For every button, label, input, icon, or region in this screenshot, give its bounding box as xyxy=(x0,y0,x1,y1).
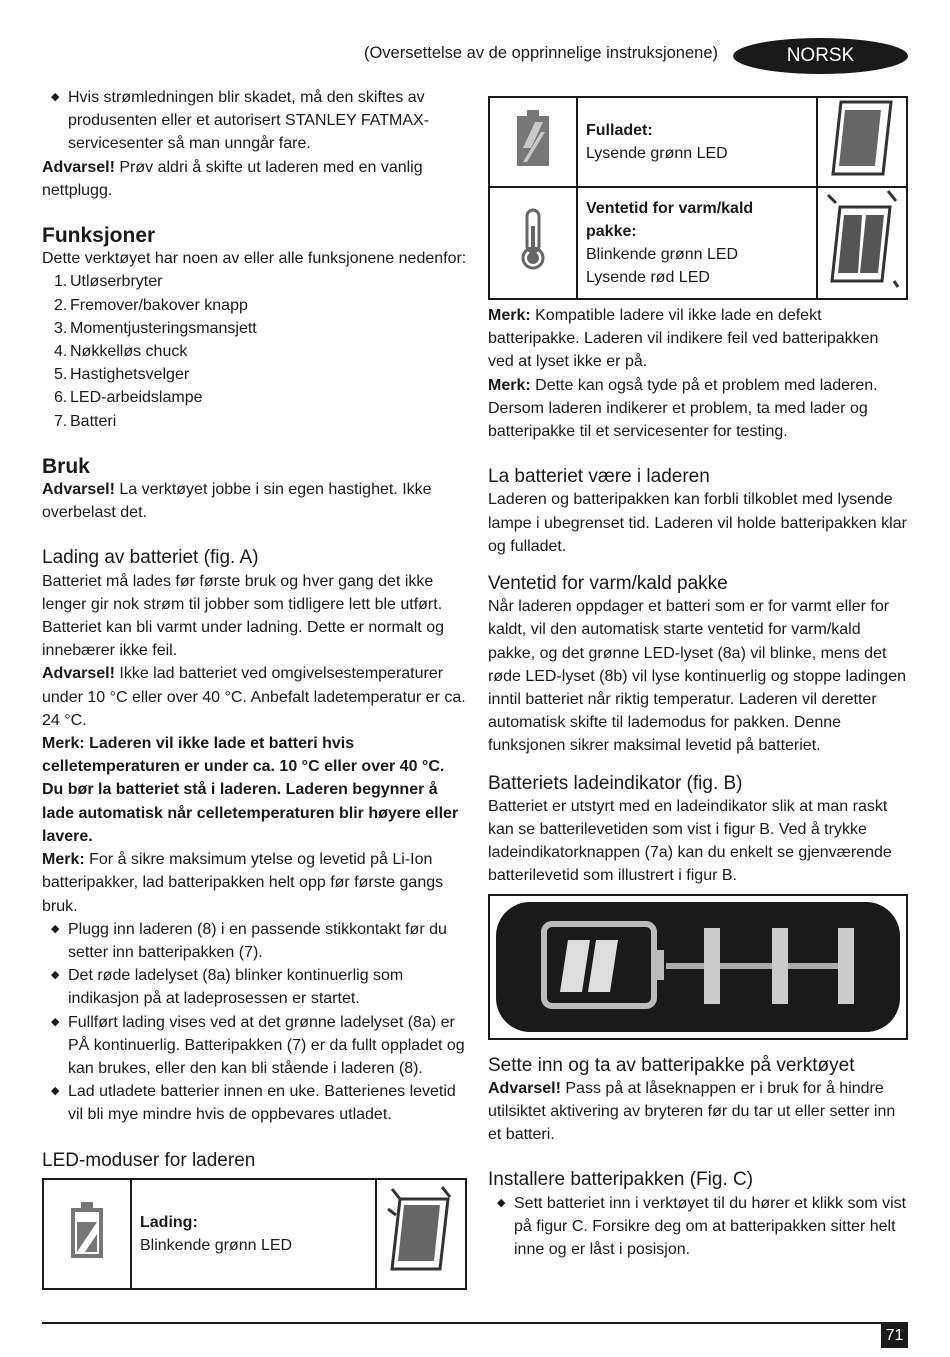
warning-text: Ikke lad batteriet ved omgivelsestemperaturer under 10 °C eller over 40 °C. Anbefalt ladetemperatur er ca. 24 °C. xyxy=(42,665,466,729)
feature-label: Utløserbryter xyxy=(70,273,163,291)
feature-number: 1. xyxy=(54,273,68,291)
warning-label: Advarsel! xyxy=(488,1079,561,1097)
section-title-led-modes: LED-moduser for laderen xyxy=(42,1149,256,1171)
charging-warning xyxy=(42,662,467,732)
charging-paragraph: Batteriet må lades før første bruk og hver gang det ikke lenger gir nok strøm til jobber som tidligere lett ble utført. Batteriet kan bli varmt under ladning. Dette er normalt og innebærer ikke feil. xyxy=(42,572,444,660)
warning-label: Advarsel! xyxy=(42,158,115,176)
led-mode-label: Ventetid for varm/kald pakke: xyxy=(586,199,754,240)
feature-label: LED-arbeidslampe xyxy=(70,389,203,407)
led-description xyxy=(577,187,817,299)
feature-item xyxy=(54,317,467,340)
warning-text: Pass på at låseknappen er i bruk for å hindre utilsiktet aktivering av bryteren før du tar ut eller setter inn et batteri. xyxy=(488,1079,896,1144)
right-column xyxy=(488,96,908,1261)
note-label: Merk: xyxy=(488,376,531,394)
list-item: ◆ Hvis strømledningen blir skadet, må den skiftes av produsenten eller et autorisert STANLEY FATMAX-servicesenter så man unngår fare. xyxy=(42,86,467,156)
features-list xyxy=(42,270,467,432)
list-item: ◆ Plugg inn laderen (8) i en passende stikkontakt før du setter inn batteripakken (7). xyxy=(42,918,467,964)
indicator-text: Batteriet er utstyrt med en ladeindikator slik at man raskt kan se batterilevetiden som vist i figur B. Ved å trykke ladeindikatorknappen (7a) kan du enkelt se gjenværende batterilevetid som illustrert i figur B. xyxy=(488,797,892,885)
section-title-use: Bruk xyxy=(42,454,90,478)
list-item: ◆ Sett batteriet inn i verktøyet til du hører et klikk som vist på figur C. Forsikre deg om at batteripakken sitter helt inne og er låst i posisjon. xyxy=(488,1192,908,1262)
section-title-indicator: Batteriets ladeindikator (fig. B) xyxy=(488,772,743,794)
feature-number: 6. xyxy=(54,389,68,407)
feature-label: Hastighetsvelger xyxy=(70,366,190,384)
charging-note-bold xyxy=(42,732,467,848)
section-title-charging: Lading av batteriet (fig. A) xyxy=(42,547,259,569)
footer-rule xyxy=(42,1322,908,1324)
note-text: For å sikre maksimum ytelse og levetid på Li-Ion batteripakker, lad batteripakken helt opp før første gangs bruk. xyxy=(42,851,444,915)
blinking-led-icon xyxy=(376,1179,466,1289)
feature-item xyxy=(54,294,467,317)
note-paragraph xyxy=(488,374,908,444)
feature-label: Fremover/bakover knapp xyxy=(70,296,248,314)
note-label: Merk: xyxy=(42,851,85,869)
led-mode-label: Fulladet: xyxy=(586,121,653,139)
note-text: Dette kan også tyde på et problem med laderen. Dersom laderen indikerer et problem, ta med lader og batteripakke til et servicesenter for testing. xyxy=(488,376,878,441)
solid-led-icon xyxy=(817,97,907,187)
note-label: Merk: xyxy=(488,307,531,324)
note-text: Kompatible ladere vil ikke lade en defekt batteripakke. Laderen vil indikere feil ved batteripakken ved at lyset ikke er på. xyxy=(488,307,879,371)
language-badge xyxy=(733,38,908,74)
warning-text: La verktøyet jobbe i sin egen hastighet. Ikke overbelast det. xyxy=(42,481,432,522)
feature-label: Batteri xyxy=(70,412,117,430)
note-text: Merk: Laderen vil ikke lade et batteri hvis celletemperaturen er under ca. 10 °C eller over 40 °C. Du bør la batteriet stå i laderen. Laderen begynner å lade automatisk når celletemperaturen blir høyere eller lavere. xyxy=(42,735,459,845)
led-description xyxy=(577,97,817,187)
delay-text: Når laderen oppdager et batteri som er for varmt eller for kaldt, vil den automatisk starte ventetid for varm/kald pakke, og det grønne LED-lyset (8a) vil blinke, mens det røde LED-lyset (8b) vil lyse kontinuerlig og stoppe ladingen inntil batteriet når riktig temperatur. Laderen vil deretter automatisk skifte til lademodus for pakken. Denne funksjonen sikrer maksimal levetid på batteriet. xyxy=(488,598,906,755)
warning-label: Advarsel! xyxy=(42,665,115,683)
feature-item xyxy=(54,386,467,409)
led-mode-desc: Blinkende grønn LED xyxy=(586,246,739,263)
led-mode-label: Lading: xyxy=(140,1213,198,1231)
warning-paragraph xyxy=(42,156,467,202)
battery-charging-icon xyxy=(43,1179,131,1289)
warning-text: Prøv aldri å skifte ut laderen med en vanlig nettplugg. xyxy=(42,158,423,199)
section-title-insert: Sette inn og ta av batteripakke på verktøyet xyxy=(488,1054,855,1076)
feature-number: 4. xyxy=(54,343,68,361)
insert-warning xyxy=(488,1077,908,1147)
install-list xyxy=(488,1192,908,1262)
led-mode-desc: Blinkende grønn LED xyxy=(140,1236,293,1254)
led-table-right xyxy=(488,96,908,300)
list-item: ◆ Det røde ladelyset (8a) blinker kontinuerlig som indikasjon på at ladeprosessen er startet. xyxy=(42,964,467,1010)
charging-note xyxy=(42,848,467,918)
section-title-leave-battery: La batteriet være i laderen xyxy=(488,466,710,488)
battery-full-icon xyxy=(489,97,577,187)
section-title-install: Installere batteripakken (Fig. C) xyxy=(488,1169,754,1191)
header-subtitle: (Oversettelse av de opprinnelige instruksjonene) xyxy=(363,44,718,62)
feature-item xyxy=(54,270,467,293)
figure-b-charge-indicator xyxy=(488,894,908,1040)
feature-item xyxy=(54,340,467,363)
left-column xyxy=(42,86,467,1290)
section-title-delay: Ventetid for varm/kald pakke xyxy=(488,573,728,595)
language-label: NORSK xyxy=(786,45,855,66)
intro-list xyxy=(42,86,467,156)
led-mode-desc: Lysende rød LED xyxy=(586,269,710,287)
feature-label: Nøkkelløs chuck xyxy=(70,343,188,361)
note-paragraph xyxy=(488,304,908,374)
feature-label: Momentjusteringsmansjett xyxy=(70,319,257,337)
feature-number: 3. xyxy=(54,319,68,337)
led-description xyxy=(131,1179,376,1289)
leave-battery-text: Laderen og batteripakken kan forbli tilkoblet med lysende lampe i ubegrenset tid. Laderen vil holde batteripakken klar og fulladet. xyxy=(488,491,907,555)
feature-item xyxy=(54,410,467,433)
list-item: ◆ Fullført lading vises ved at det grønne ladelyset (8a) er PÅ kontinuerlig. Batteripakken (7) er da fullt oppladet og kan brukes, eller den kan bli stående i laderen (8). xyxy=(42,1011,467,1081)
led-table-left xyxy=(42,1178,467,1290)
feature-number: 2. xyxy=(54,296,68,314)
warning-label: Advarsel! xyxy=(42,481,115,499)
led-mode-desc: Lysende grønn LED xyxy=(586,145,728,162)
feature-item xyxy=(54,363,467,386)
thermometer-icon xyxy=(489,187,577,299)
use-warning xyxy=(42,478,467,524)
section-title-features: Funksjoner xyxy=(42,224,156,248)
feature-number: 7. xyxy=(54,412,68,430)
feature-number: 5. xyxy=(54,366,68,384)
charging-steps xyxy=(42,918,467,1127)
page-number: 71 xyxy=(881,1324,908,1348)
dual-blinking-led-icon xyxy=(817,187,907,299)
features-intro: Dette verktøyet har noen av eller alle funksjonene nedenfor: xyxy=(42,250,467,268)
list-item: ◆ Lad utladete batterier innen en uke. Batterienes levetid vil bli mye mindre hvis de oppbevares utladet. xyxy=(42,1080,467,1126)
